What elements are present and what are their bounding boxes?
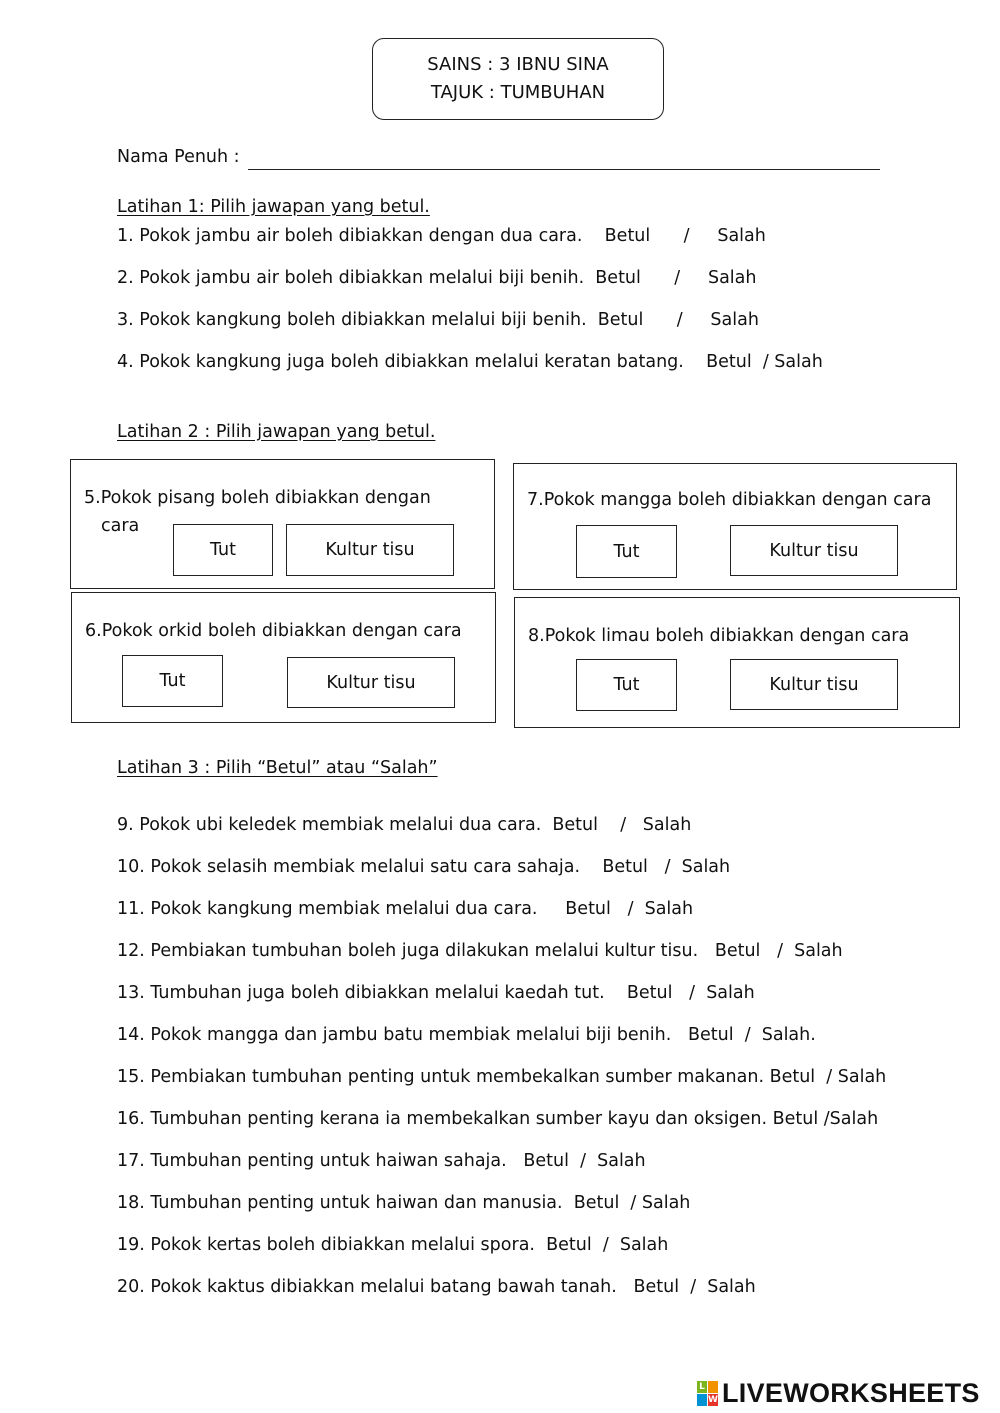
option-kultur-tisu-8[interactable]: Kultur tisu <box>730 659 898 710</box>
worksheet-header <box>372 38 664 120</box>
question-20[interactable]: 20. Pokok kaktus dibiakkan melalui batang bawah tanah. Betul / Salah <box>117 1277 756 1297</box>
question-16[interactable]: 16. Tumbuhan penting kerana ia membekalkan sumber kayu dan oksigen. Betul /Salah <box>117 1109 879 1129</box>
question-2[interactable]: 2. Pokok jambu air boleh dibiakkan melalui biji benih. Betul / Salah <box>117 268 757 288</box>
option-kultur-tisu-7[interactable]: Kultur tisu <box>730 525 898 576</box>
option-kultur-tisu-5[interactable]: Kultur tisu <box>286 524 454 576</box>
question-8-text: 8.Pokok limau boleh dibiakkan dengan cara <box>528 626 910 646</box>
option-tut-5[interactable]: Tut <box>173 524 273 576</box>
section2-title: Latihan 2 : Pilih jawapan yang betul. <box>117 422 436 442</box>
question-1[interactable]: 1. Pokok jambu air boleh dibiakkan dengan dua cara. Betul / Salah <box>117 226 766 246</box>
liveworksheets-logo <box>697 1378 980 1409</box>
question-18[interactable]: 18. Tumbuhan penting untuk haiwan dan manusia. Betul / Salah <box>117 1193 691 1213</box>
question-box-7 <box>513 463 957 590</box>
option-tut-8[interactable]: Tut <box>576 659 677 711</box>
question-15[interactable]: 15. Pembiakan tumbuhan penting untuk membekalkan sumber makanan. Betul / Salah <box>117 1067 887 1087</box>
question-11[interactable]: 11. Pokok kangkung membiak melalui dua cara. Betul / Salah <box>117 899 694 919</box>
option-tut-6[interactable]: Tut <box>122 655 223 707</box>
liveworksheets-icon <box>697 1381 719 1407</box>
name-label: Nama Penuh : <box>117 147 240 167</box>
question-5-text-cont: cara <box>101 516 140 536</box>
question-14[interactable]: 14. Pokok mangga dan jambu batu membiak melalui biji benih. Betul / Salah. <box>117 1025 816 1045</box>
header-subject: SAINS : 3 IBNU SINA <box>427 54 609 75</box>
question-6-text: 6.Pokok orkid boleh dibiakkan dengan cara <box>85 621 462 641</box>
logo-square-l: L <box>697 1381 707 1393</box>
logo-square-w: W <box>708 1394 718 1405</box>
question-5-text: 5.Pokok pisang boleh dibiakkan dengan <box>84 488 431 508</box>
option-tut-7[interactable]: Tut <box>576 525 677 578</box>
logo-square-orange <box>708 1381 718 1393</box>
question-3[interactable]: 3. Pokok kangkung boleh dibiakkan melalui biji benih. Betul / Salah <box>117 310 759 330</box>
liveworksheets-wordmark: LIVEWORKSHEETS <box>722 1378 980 1408</box>
question-4[interactable]: 4. Pokok kangkung juga boleh dibiakkan melalui keratan batang. Betul / Salah <box>117 352 823 372</box>
question-box-5 <box>70 459 495 589</box>
question-10[interactable]: 10. Pokok selasih membiak melalui satu cara sahaja. Betul / Salah <box>117 857 731 877</box>
question-13[interactable]: 13. Tumbuhan juga boleh dibiakkan melalui kaedah tut. Betul / Salah <box>117 983 755 1003</box>
header-topic: TAJUK : TUMBUHAN <box>430 82 606 103</box>
section3-title: Latihan 3 : Pilih “Betul” atau “Salah” <box>117 758 438 778</box>
option-kultur-tisu-6[interactable]: Kultur tisu <box>287 657 455 708</box>
logo-square-blue <box>697 1394 707 1406</box>
question-19[interactable]: 19. Pokok kertas boleh dibiakkan melalui spora. Betul / Salah <box>117 1235 669 1255</box>
question-17[interactable]: 17. Tumbuhan penting untuk haiwan sahaja. Betul / Salah <box>117 1151 646 1171</box>
question-7-text: 7.Pokok mangga boleh dibiakkan dengan cara <box>527 490 932 510</box>
question-12[interactable]: 12. Pembiakan tumbuhan boleh juga dilakukan melalui kultur tisu. Betul / Salah <box>117 941 843 961</box>
question-box-8 <box>514 597 960 728</box>
section1-title: Latihan 1: Pilih jawapan yang betul. <box>117 197 430 217</box>
question-box-6 <box>71 592 496 723</box>
name-input-line[interactable] <box>248 169 880 170</box>
question-9[interactable]: 9. Pokok ubi keledek membiak melalui dua cara. Betul / Salah <box>117 815 692 835</box>
